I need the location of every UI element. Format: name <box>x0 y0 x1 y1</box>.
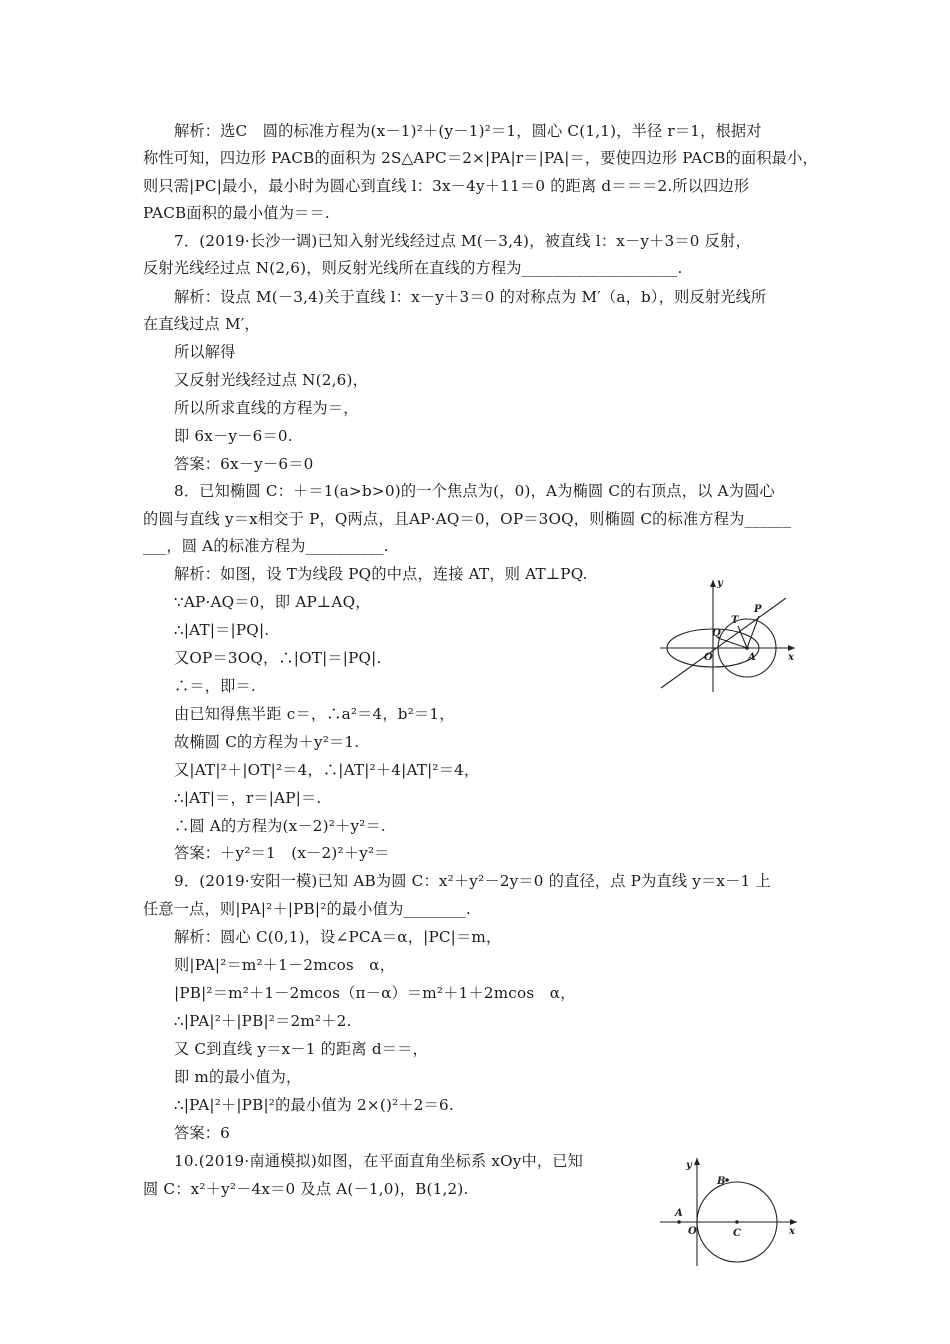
point-a <box>677 1220 681 1224</box>
text-line: 又|AT|²＋|OT|²＝4，∴|AT|²＋4|AT|²＝4， <box>174 761 480 779</box>
x-axis-arrow-icon <box>788 645 795 651</box>
text-line: 所以解得 <box>174 343 236 361</box>
text-line: 称性可知，四边形 PACB的面积为 2S△APC＝2×|PA|r＝|PA|＝，要使四边形 PACB的面积最小， <box>143 149 818 167</box>
figure-circle-c <box>655 1152 805 1270</box>
text-line: 8．已知椭圆 C：＋＝1(a>b>0)的一个焦点为(，0)，A为椭圆 C的右顶点，以 A为圆心 <box>174 482 775 500</box>
label-a: A <box>675 1208 683 1219</box>
x-axis-arrow-icon <box>790 1219 797 1225</box>
text-line: 又反射光线经过点 N(2,6)， <box>174 371 369 389</box>
label-y: y <box>717 578 723 589</box>
text-line: ∵AP·AQ＝0，即 AP⊥AQ， <box>174 593 371 611</box>
text-line: 即 6x－y－6＝0. <box>174 427 293 445</box>
text-line: 答案：＋y²＝1 (x－2)²＋y²＝ <box>174 844 390 862</box>
label-t: T <box>731 615 739 626</box>
label-b: B <box>717 1176 726 1187</box>
text-line: ∴|AT|＝，r＝|AP|＝. <box>174 789 322 807</box>
segment-aq <box>718 638 747 648</box>
text-line: 9．(2019·安阳一模)已知 AB为圆 C：x²＋y²－2y＝0 的直径，点 P为直线 y＝x－1 上 <box>174 872 771 890</box>
point-c <box>735 1220 739 1224</box>
text-line: ∴圆 A的方程为(x－2)²＋y²＝. <box>174 817 386 835</box>
text-line: 的圆与直线 y＝x相交于 P，Q两点，且AP·AQ＝0，OP＝3OQ，则椭圆 C的标准方程为______ <box>143 510 792 528</box>
text-line: ∴|PA|²＋|PB|²＝2m²＋2. <box>174 1012 352 1030</box>
text-line: 又 C到直线 y＝x－1 的距离 d＝＝， <box>174 1040 428 1058</box>
text-line: 则|PA|²＝m²＋1－2mcos α， <box>174 956 396 974</box>
y-axis-arrow-icon <box>694 1158 700 1165</box>
text-line: ___，圆 A的标准方程为__________. <box>143 537 389 555</box>
text-line: 10.(2019·南通模拟)如图，在平面直角坐标系 xOy中，已知 <box>174 1152 584 1170</box>
text-line: ∴|PA|²＋|PB|²的最小值为 2×()²＋2＝6. <box>174 1096 454 1114</box>
text-line: 答案：6x－y－6＝0 <box>174 455 314 473</box>
text-line: 解析：设点 M(－3,4)关于直线 l：x－y＋3＝0 的对称点为 M′（a，b），则反射光线所 <box>174 288 767 306</box>
label-q: Q <box>712 628 721 639</box>
text-line: 反射光线经过点 N(2,6)，则反射光线所在直线的方程为____________________. <box>143 259 683 277</box>
text-line: 7．(2019·长沙一调)已知入射光线经过点 M(－3,4)，被直线 l：x－y＋3＝0 反射， <box>174 232 751 250</box>
text-line: ∴＝，即＝. <box>174 677 256 695</box>
text-line: 由已知得焦半距 c＝，∴a²＝4，b²＝1， <box>174 705 455 723</box>
text-line: 所以所求直线的方程为＝， <box>174 399 359 417</box>
label-p: P <box>754 604 762 615</box>
text-line: 解析：如图，设 T为线段 PQ的中点，连接 AT，则 AT⊥PQ. <box>174 565 588 583</box>
text-line: 则只需|PC|最小，最小时为圆心到直线 l：3x－4y＋11＝0 的距离 d＝＝＝2.所以四边形 <box>143 177 750 195</box>
text-line: |PB|²＝m²＋1－2mcos（π－α）＝m²＋1＋2mcos α， <box>174 984 576 1002</box>
text-line: 又OP＝3OQ，∴|OT|＝|PQ|. <box>174 649 382 667</box>
label-c: C <box>733 1228 741 1239</box>
text-line: 解析：圆心 C(0,1)，设∠PCA＝α，|PC|＝m， <box>174 928 502 946</box>
label-x: x <box>788 652 794 663</box>
text-line: 故椭圆 C的方程为＋y²＝1. <box>174 733 360 751</box>
point-b <box>725 1178 729 1182</box>
text-line: ∴|AT|＝|PQ|. <box>174 621 270 639</box>
text-line: 解析：选C 圆的标准方程为(x－1)²＋(y－1)²＝1，圆心 C(1,1)，半径 r＝1，根据对 <box>174 122 762 140</box>
label-o: O <box>688 1226 697 1237</box>
label-y: y <box>686 1160 692 1171</box>
label-x: x <box>789 1226 795 1237</box>
line-y-eq-x <box>661 598 786 688</box>
text-line: 在直线过点 M′， <box>143 315 260 333</box>
figure-ellipse-circle <box>655 574 805 696</box>
text-line: 即 m的最小值为， <box>174 1068 302 1086</box>
text-line: PACB面积的最小值为＝＝. <box>143 204 330 222</box>
y-axis-arrow-icon <box>710 580 716 587</box>
label-o: O <box>704 652 713 663</box>
text-line: 圆 C：x²＋y²－4x＝0 及点 A(－1,0)，B(1,2). <box>143 1180 469 1198</box>
text-line: 答案：6 <box>174 1124 231 1142</box>
label-a: A <box>748 652 756 663</box>
text-line: 任意一点，则|PA|²＋|PB|²的最小值为________. <box>143 900 471 918</box>
point-a <box>745 646 749 650</box>
